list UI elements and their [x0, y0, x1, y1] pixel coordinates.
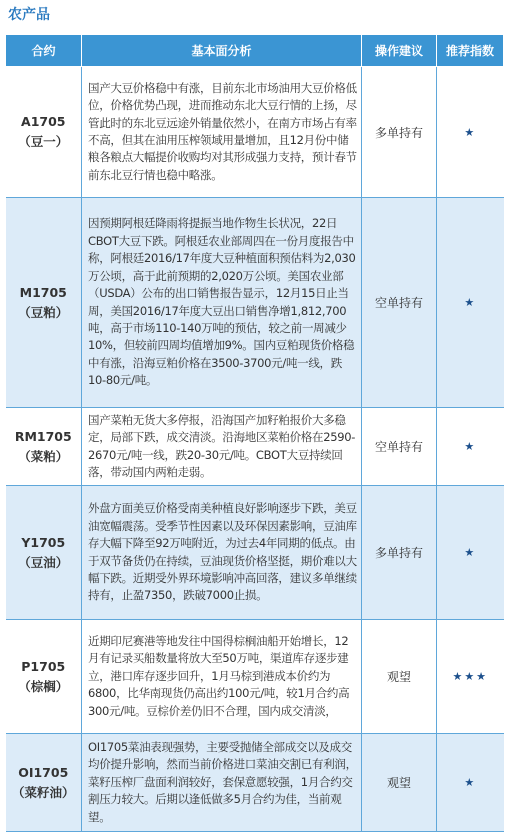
agri-products-table	[5, 34, 504, 832]
rating-stars: ★	[437, 486, 504, 620]
contract-cell	[6, 734, 82, 832]
analysis-cell: 因预期阿根廷降雨将提振当地作物生长状况，22日CBOT大豆下跌。阿根廷农业部周四在一份月度报告中称，阿根廷2016/17年度大豆种植面积预估料为2,030万公顷，高于此前预期的2,020万公顷。美国农业部（USDA）公布的出口销售报告显示，12月15日止当周，美国2016/17年度大豆出口销售净增1,812,700吨，高于市场110-140万吨的预估，较之前一周减少10%，但较前四周均值增加9%。国内豆粕现货价格稳中有涨，沿海豆粕价格在3500-3700元/吨一线，跌10-80元/吨。	[82, 198, 362, 408]
contract-code: P1705	[21, 658, 66, 674]
page-title: 农产品	[8, 7, 50, 23]
contract-name: （菜籽油）	[11, 784, 75, 800]
contract-code: OI1705	[18, 764, 69, 780]
rating-stars: ★	[437, 67, 504, 198]
table-row	[6, 408, 504, 486]
contract-name: （棕榈）	[18, 678, 69, 694]
rating-stars: ★	[437, 408, 504, 486]
advice-cell: 观望	[362, 734, 437, 832]
contract-code: Y1705	[21, 534, 66, 550]
contract-cell	[6, 486, 82, 620]
advice-cell: 空单持有	[362, 408, 437, 486]
contract-name: （豆一）	[18, 134, 69, 149]
rating-stars: ★★★	[437, 620, 504, 734]
contract-name: （豆粕）	[18, 304, 69, 320]
header-analysis: 基本面分析	[82, 35, 362, 67]
contract-code: RM1705	[14, 428, 72, 444]
table-row	[6, 198, 504, 408]
header-advice: 操作建议	[362, 35, 437, 67]
contract-cell	[6, 408, 82, 486]
analysis-cell: 外盘方面美豆价格受南美种植良好影响逐步下跌，美豆油宽幅震荡。受季节性因素以及环保因素影响，豆油库存大幅下降至92万吨附近，为过去4年同期的低点。由于双节备货仍在持续，豆油现货价格坚挺，期价难以大幅下跌。近期受外界环境影响冲高回落，建议多单继续持有，止盈7350，跌破7000止损。	[82, 486, 362, 620]
contract-cell	[6, 198, 82, 408]
table-row	[6, 734, 504, 832]
table-row	[6, 67, 504, 198]
table-header-row	[6, 35, 504, 67]
contract-cell	[6, 67, 82, 198]
contract-code: A1705	[21, 114, 66, 129]
analysis-cell: 国产大豆价格稳中有涨，目前东北市场油用大豆价格低位，价格优势凸现，进而推动东北大豆行情的上扬，尽管此时的东北豆远途外销量依然小，在南方市场占有率不高，但其在油用压榨领域用量增加，且12月份中储粮各粮点大幅提价收购均对其形成强力支持，预计春节前东北豆行情也稳中略涨。	[82, 67, 362, 198]
table-row	[6, 486, 504, 620]
rating-stars: ★	[437, 198, 504, 408]
advice-cell: 多单持有	[362, 67, 437, 198]
advice-cell: 空单持有	[362, 198, 437, 408]
advice-cell: 多单持有	[362, 486, 437, 620]
contract-cell	[6, 620, 82, 734]
analysis-cell: 国产菜粕无货大多停报，沿海国产加籽粕报价大多稳定，局部下跌，成交清淡。沿海地区菜粕价格在2590-2670元/吨一线，跌20-30元/吨。CBOT大豆持续回落，带动国内两粕走弱。	[82, 408, 362, 486]
header-contract: 合约	[6, 35, 82, 67]
header-rating: 推荐指数	[437, 35, 504, 67]
advice-cell: 观望	[362, 620, 437, 734]
contract-name: （菜粕）	[18, 448, 69, 464]
contract-code: M1705	[19, 284, 67, 300]
analysis-cell: 近期印尼赛港等地发往中国得棕榈油船开始增长，12月有记录买船数量将放大至50万吨，渠道库存逐步建立，港口库存逐步回升，1月马棕到港成本价约为6800，比华南现货仍高出约100元/吨，较1月合约高300元/吨。豆棕价差仍旧不合理，国内成交清淡，	[82, 620, 362, 734]
rating-stars: ★	[437, 734, 504, 832]
analysis-cell: OI1705菜油表现强势，主要受抛储全部成交以及成交均价提升影响，然而当前价格进口菜油交割已有利润，菜籽压榨厂盘面利润较好，套保意愿较强，1月合约交割压力较大。后期以逢低做多5月合约为佳，当前观望。	[82, 734, 362, 832]
contract-name: （豆油）	[18, 554, 69, 570]
table-row	[6, 620, 504, 734]
